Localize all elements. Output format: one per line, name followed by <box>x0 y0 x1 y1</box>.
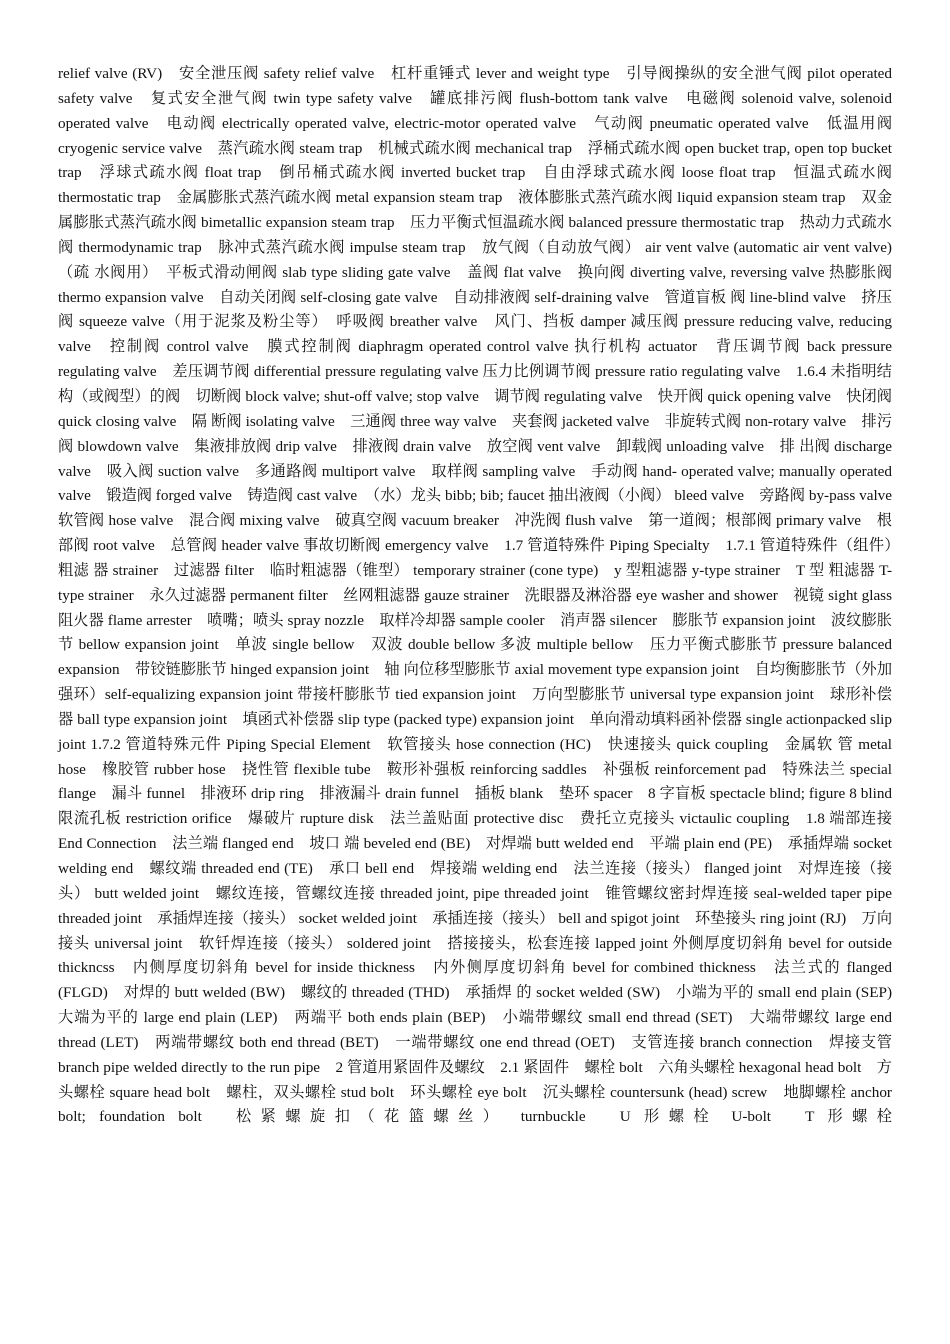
text-line: the run pipe 2 管道用紧固件及螺纹 2.1 紧固件 螺栓 bolt 六角头螺栓 hexagonal head <box>247 1058 834 1076</box>
text-line: silencer 膨胀节 expansion joint 波纹膨胀节 bellow expansion joint 单波 single bellow 双波 double bellow <box>58 611 892 654</box>
text-line: operated valve; manually operated valve 锻造阀 forged valve 铸造阀 cast valve （水）龙头 bibb; bib; faucet <box>58 462 893 505</box>
text-line: 端 beveled end (BE) 对焊端 butt welded end 平端 plain end (PE) 承插焊端 socket welding end 螺纹端 <box>58 835 893 877</box>
text-line: vacuum breaker 冲洗阀 flush valve 第一道阀；根部阀 primary valve 根部阀 root valve 总管阀 header valve <box>58 512 892 555</box>
text-line: shower 视镜 sight glass 阻火器 flame arrester 喷嘴；喷头 spray nozzle 取样冷却器 sample cooler 消声器 <box>58 586 908 629</box>
text-line: pipe threaded joint 承插焊连接（接头） socket welded joint 承插连接（接头） bell and spigot joint 环垫接头 <box>58 884 893 927</box>
text-line: 执行机构 actuator 背压调节阀 back pressure regulating valve 差压调节阀 differential pressure regulating valve <box>58 338 893 381</box>
text-line: 1.7.2 管道特殊元件 Piping Special Element 软管接头 hose connection (HC) 快速接头 quick coupling 金属软 <box>90 735 833 753</box>
glossary-text-block <box>58 62 908 1130</box>
text-line: solenoid valve, solenoid operated valve 电动阀 electrically operated valve, electric-motor operated valve 气动阀 <box>58 89 892 132</box>
text-line: 压力比例调节阀 pressure ratio regulating valve 1.6.4 未指明结构（或阀型）的阀 切断阀 block valve; <box>58 363 892 405</box>
text-line: shut-off valve; stop valve 调节阀 regulating valve 快开阀 quick opening valve 快闭阀 quick closing valve 隔 <box>58 387 892 430</box>
text-line: 的 socket welded (SW) 小端为平的 small end plain (SEP) 大端为平的 large end plain (LEP) 两端平 both ends <box>58 984 908 1027</box>
text-line: pilot operated safety valve 复式安全泄气阀 twin type safety valve 罐底排污阀 flush-bottom tank valve 电磁阀 <box>58 65 893 107</box>
text-line: 向位移型膨胀节 axial movement type expansion joint 自均衡膨胀节（外加强环）self-equalizing expansion joint <box>58 661 893 704</box>
text-line: blowdown valve 集液排放阀 drip valve 排液阀 drain valve 放空阀 vent valve 卸载阀 unloading valve 排 <box>77 437 796 455</box>
text-line: threaded end (TE) 承口 bell end 焊接端 welding end 法兰连接（接头） flanged joint 对焊连接（接头） <box>58 860 893 902</box>
text-line: 外侧厚度切斜角 bevel for outside thickncss 内侧厚度切斜角 bevel for inside thickness 内外侧厚度切斜角 bevel <box>58 934 892 977</box>
text-line: 断阀 isolating valve 三通阀 three way valve 夹套阀 jacketed valve 非旋转式阀 non-rotary valve 排污阀 <box>58 412 893 455</box>
text-line: butt welded joint 螺纹连接，管螺纹连接 threaded joint, pipe threaded joint 锥管螺纹密封焊连接 seal-welded taper <box>94 884 862 902</box>
text-line: for combined thickness 法兰式的 flanged (FLGD) 对焊的 butt welded (BW) 螺纹的 threaded (THD) 承插焊 <box>58 959 893 1002</box>
text-line: 事故切断阀 emergency valve 1.7 管道特殊件 Piping Specialty 1.7.1 管道特殊件（组件） 粗滤 <box>58 537 908 579</box>
text-line: 减压阀 pressure reducing valve, reducing valve 控制阀 control valve 膜式控制阀 diaphragm operated control valve <box>58 313 893 356</box>
text-line: 器 strainer 过滤器 filter 临时粗滤器（锥型） temporary strainer (cone type) y 型粗滤器 y-type strainer T 型 <box>93 561 825 579</box>
text-line: 阀 line-blind valve 挤压阀 squeeze valve（用于泥浆及粉尘等） 呼吸阀 breather valve 风门、挡板 damper <box>58 288 892 331</box>
text-line: pneumatic operated valve 低温用阀 cryogenic service valve 蒸汽疏水阀 steam trap 机械式疏水阀 mechanical <box>58 114 893 157</box>
text-line: 管 metal hose 橡胶管 rubber hose 挠性管 flexible tube 鞍形补强板 reinforcing saddles 补强板 reinforcement <box>58 735 893 778</box>
text-line: 带接杆膨胀节 tied expansion joint 万向型膨胀节 universal type expansion joint 球形补偿器 ball type expansion <box>58 686 892 728</box>
text-line: (BET) 一端带螺纹 one end thread (OET) 支管连接 branch connection 焊接支管 branch pipe welded directly to <box>58 1033 892 1076</box>
text-line: 热膨胀阀 thermo expansion valve 自动关闭阀 self-closing gate valve 自动排液阀 self-draining valve 管道盲板 <box>58 263 893 306</box>
text-line: ring joint (RJ) 万向接头 universal joint 软钎焊连接（接头） soldered joint 搭接接头，松套连接 lapped joint <box>58 909 893 952</box>
text-line: 粗滤器 T-type strainer 永久过滤器 permanent filter 丝网粗滤器 gauze strainer 洗眼器及淋浴器 eye washer and <box>58 561 893 604</box>
text-line: 出阀 discharge valve 吸入阀 suction valve 多通路阀 multiport valve 取样阀 sampling valve 手动阀 hand- <box>58 437 893 480</box>
text-line: protective disc 费托立克接头 victaulic coupling 1.8 端部连接 End Connection 法兰端 flanged end 坡口 <box>58 810 893 853</box>
text-line: expansion steam trap 压力平衡式恒温疏水阀 balanced pressure thermostatic trap 热动力式疏水阀 thermodynamic <box>58 214 892 256</box>
text-line: bucket trap 自由浮球式疏水阀 loose float trap 恒温式疏水阀 thermostatic trap 金属膨胀式蒸汽疏水阀 metal <box>58 164 892 207</box>
text-line: trap 浮桶式疏水阀 open bucket trap, open top bucket trap 浮球式疏水阀 float trap 倒吊桶式疏水阀 inverted <box>58 139 893 182</box>
text-line: plain (BEP) 小端带螺纹 small end thread (SET) 大端带螺纹 large end thread (LET) 两端带螺纹 both end thread <box>58 1009 892 1051</box>
text-line: 水阀用） 平板式滑动闸阀 slab type sliding gate valve 盖阀 flat valve 换向阀 diverting valve, reversing valve <box>94 263 825 281</box>
text-line: spacer 8 字盲板 spectacle blind; figure 8 blind 限流孔板 restriction orifice 爆破片 rupture disk 法兰盖贴面 <box>58 785 908 828</box>
text-line: expansion steam trap 液体膨胀式蒸汽疏水阀 liquid expansion steam trap 双金属膨胀式蒸汽疏水阀 bimetallic <box>58 189 893 232</box>
text-line: screw 地脚螺栓 anchor bolt; foundation bolt 松紧螺旋扣（花篮螺丝） turnbuckle U 形螺栓 U-bolt T 形螺栓 <box>58 1083 892 1126</box>
text-line: trap 脉冲式蒸汽疏水阀 impulse steam trap 放气阀（自动放气阀） air vent valve (automatic air vent valve)（疏 <box>58 238 892 281</box>
text-line: relief valve (RV) 安全泄压阀 safety relief valve 杠杆重锤式 lever and weight type 引导阀操纵的安全泄气阀 <box>58 65 803 82</box>
text-line: pad 特殊法兰 special flange 漏斗 funnel 排液环 drip ring 排液漏斗 drain funnel 插板 blank 垫环 <box>58 760 892 803</box>
text-line: bolt 方头螺栓 square head bolt 螺柱，双头螺栓 stud bolt 环头螺栓 eye bolt 沉头螺栓 countersunk (head) <box>58 1058 892 1101</box>
text-line: 多波 multiple bellow 压力平衡式膨胀节 pressure balanced expansion 带铰链膨胀节 hinged expansion joint 轴 <box>58 636 893 679</box>
text-line: joint 填函式补偿器 slip type (packed type) expansion joint 单向滑动填料函补偿器 single actionpacked slip joint <box>58 710 892 753</box>
text-line: 抽出液阀（小阀） bleed valve 旁路阀 by-pass valve 软管阀 hose valve 混合阀 mixing valve 破真空阀 <box>58 487 908 530</box>
